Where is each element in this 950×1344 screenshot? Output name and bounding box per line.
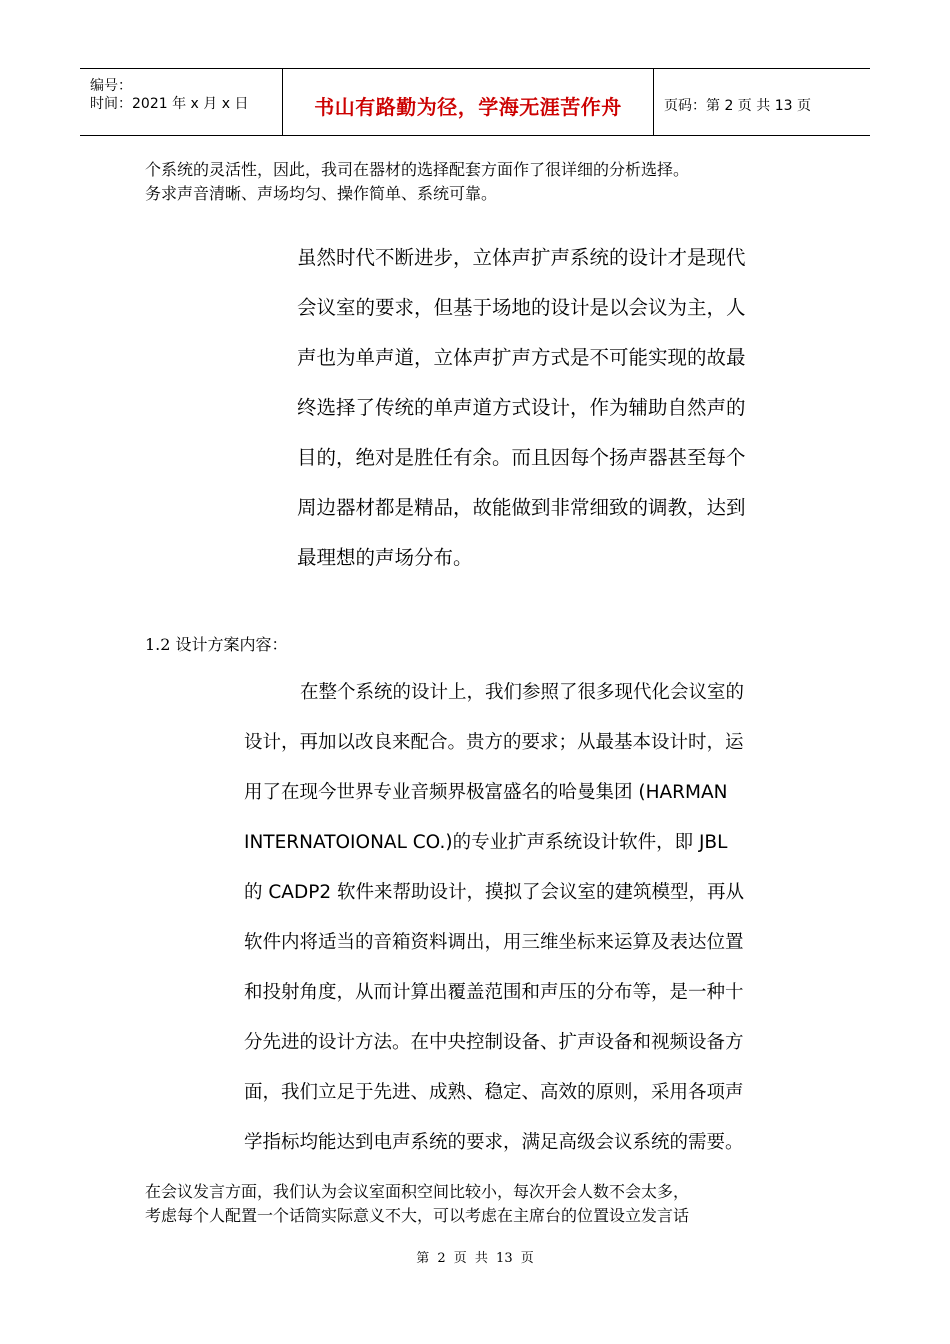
design-paragraph	[244, 668, 744, 1168]
stereo-line-6: 周边器材都是精品，故能做到非常细致的调教，达到	[297, 496, 746, 519]
design-line-4: INTERNATOIONAL CO.)的专业扩声系统设计软件，即 JBL	[244, 832, 728, 853]
closing-paragraph	[145, 1180, 689, 1228]
header-page-code: 页码：第 2 页 共 13 页	[664, 98, 811, 114]
header-motto: 书山有路勤为径，学海无涯苦作舟	[314, 95, 622, 119]
header-motto-cell	[283, 69, 654, 135]
design-line-5: 的 CADP2 软件来帮助设计，摸拟了会议室的建筑模型，再从	[244, 882, 745, 903]
stereo-line-5: 目的，绝对是胜任有余。而且因每个扬声器甚至每个	[297, 446, 746, 469]
stereo-line-1: 虽然时代不断进步，立体声扩声系统的设计才是现代	[297, 246, 746, 269]
design-line-7: 和投射角度，从而计算出覆盖范围和声压的分布等，是一种十	[244, 982, 744, 1003]
header-left-cell	[80, 69, 283, 135]
date-line: 时间：2021 年 x 月 x 日	[90, 96, 249, 112]
serial-label: 编号：	[90, 78, 132, 94]
page-footer: 第 2 页 共 13 页	[416, 1251, 534, 1266]
stereo-line-3: 声也为单声道，立体声扩声方式是不可能实现的故最	[297, 346, 746, 369]
closing-line-2: 考虑每个人配置一个话筒实际意义不大，可以考虑在主席台的位置设立发言话	[145, 1206, 690, 1225]
closing-line-1: 在会议发言方面，我们认为会议室面积空间比较小，每次开会人数不会太多，	[145, 1182, 690, 1201]
intro-line-2: 务求声音清晰、声场均匀、操作简单、系统可靠。	[145, 184, 498, 203]
design-line-10: 学指标均能达到电声系统的要求，满足高级会议系统的需要。	[244, 1132, 744, 1153]
intro-line-1: 个系统的灵活性，因此，我司在器材的选择配套方面作了很详细的分析选择。	[145, 160, 690, 179]
design-line-1: 在整个系统的设计上，我们参照了很多现代化会议室的	[300, 682, 745, 703]
design-line-3: 用了在现今世界专业音频界极富盛名的哈曼集团 (HARMAN	[244, 782, 728, 803]
intro-paragraph	[145, 158, 689, 206]
design-line-6: 软件内将适当的音箱资料调出，用三维坐标来运算及表达位置	[244, 932, 744, 953]
stereo-line-4: 终选择了传统的单声道方式设计，作为辅助自然声的	[297, 396, 746, 419]
stereo-paragraph	[297, 233, 746, 583]
stereo-line-7: 最理想的声场分布。	[297, 546, 473, 569]
document-header	[80, 68, 870, 136]
section-heading: 1.2 设计方案内容：	[145, 635, 288, 654]
header-page-cell	[654, 69, 870, 135]
design-line-8: 分先进的设计方法。在中央控制设备、扩声设备和视频设备方	[244, 1032, 744, 1053]
design-line-9: 面，我们立足于先进、成熟、稳定、高效的原则，采用各项声	[244, 1082, 744, 1103]
stereo-line-2: 会议室的要求，但基于场地的设计是以会议为主，人	[297, 296, 746, 319]
design-line-2: 设计，再加以改良来配合。贵方的要求；从最基本设计时，运	[244, 732, 744, 753]
